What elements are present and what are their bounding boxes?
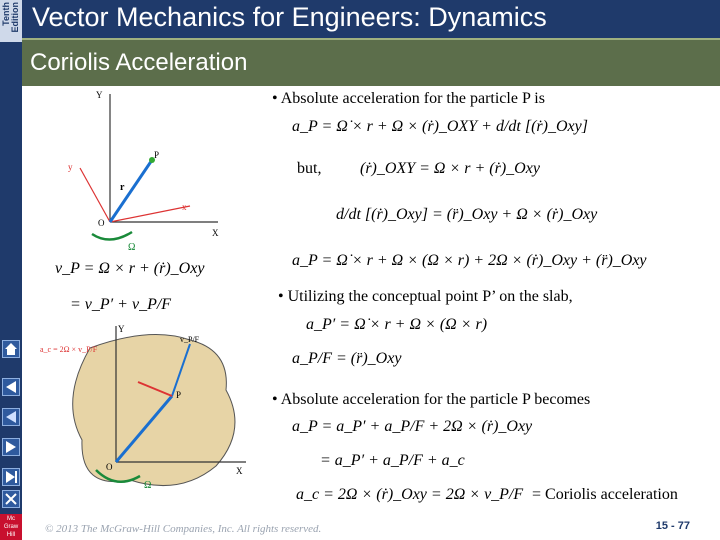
- equation-6: a_P/F = (r̈)_Oxy: [292, 350, 402, 367]
- equation-4: a_P = Ω̇ × r + Ω × (Ω × r) + 2Ω × (ṙ)_Oxy + (r̈)_Oxy: [292, 252, 647, 269]
- position-vector-r: [110, 160, 152, 222]
- fig1-point-label: P: [154, 150, 160, 160]
- exit-button[interactable]: [2, 490, 20, 508]
- next-slide-button[interactable]: [2, 438, 20, 456]
- bullet-3-text: Absolute acceleration for the particle P becomes: [280, 391, 591, 408]
- fig1-X-label: X: [212, 228, 219, 238]
- but-label: but,: [297, 160, 322, 177]
- first-slide-icon: [3, 379, 19, 395]
- publisher-logo: Mc Graw Hill: [0, 514, 22, 540]
- rotating-frame-figure: [40, 86, 270, 256]
- edition-line-1: Tenth: [1, 2, 11, 26]
- velocity-equation-2: = v_P′ + v_P/F: [70, 296, 172, 313]
- omega-arc: [92, 232, 132, 240]
- fig1-origin-label: O: [98, 218, 105, 228]
- previous-slide-button[interactable]: [2, 408, 20, 426]
- fig1-Y-label: Y: [96, 90, 103, 100]
- slide-subtitle: Coriolis Acceleration: [30, 49, 248, 76]
- equation-1: a_P = Ω̇ × r + Ω × (ṙ)_OXY + d/dt [(ṙ)_Oxy]: [292, 118, 588, 135]
- sidebar: [0, 0, 22, 540]
- equation-7: a_P = a_P′ + a_P/F + 2Ω × (ṙ)_Oxy: [292, 418, 533, 435]
- page-number: 15 - 77: [655, 520, 690, 532]
- fig1-r-label: r: [120, 182, 125, 193]
- home-icon: [3, 341, 19, 357]
- fig2-origin-label: O: [106, 462, 113, 472]
- fig1-x-label: x: [182, 202, 187, 212]
- bullet-absolute-acceleration-becomes: • Absolute acceleration for the particle P becomes: [272, 391, 591, 408]
- bullet-absolute-acceleration: • Absolute acceleration for the particle P is: [272, 90, 545, 107]
- fig2-v-label: v_P/F: [180, 335, 200, 344]
- axis-y-line: [80, 168, 110, 222]
- copyright-notice: © 2013 The McGraw-Hill Companies, Inc. All rights reserved.: [45, 523, 322, 535]
- exit-icon: [3, 491, 19, 507]
- bullet-1-text: Absolute acceleration for the particle P is: [280, 90, 545, 107]
- next-slide-icon: [3, 439, 19, 455]
- fig2-X-label: X: [236, 466, 243, 476]
- fig2-ac-label: a_c = 2Ω × v_P/F: [40, 345, 98, 354]
- coriolis-acceleration-label: = Coriolis acceleration: [532, 486, 678, 503]
- slab-shape: [73, 335, 235, 486]
- header-bar: [22, 0, 720, 38]
- home-button[interactable]: [2, 340, 20, 358]
- axis-x-line: [110, 206, 190, 222]
- bullet-2-text: Utilizing the conceptual point P’ on the slab,: [287, 288, 573, 305]
- edition-line-2: Edition: [10, 2, 20, 33]
- fig1-y-label: y: [68, 162, 73, 172]
- equation-9: a_c = 2Ω × (ṙ)_Oxy = 2Ω × v_P/F: [296, 486, 524, 503]
- previous-slide-icon: [3, 409, 19, 425]
- last-slide-icon: [3, 469, 19, 485]
- fig2-Y-label: Y: [118, 324, 125, 334]
- edition-label: [0, 0, 22, 42]
- last-slide-button[interactable]: [2, 468, 20, 486]
- first-slide-button[interactable]: [2, 378, 20, 396]
- fig1-omega-label: Ω: [128, 242, 136, 253]
- bullet-conceptual-point: • Utilizing the conceptual point P’ on the slab,: [278, 288, 573, 305]
- equation-5: a_P′ = Ω̇ × r + Ω × (Ω × r): [306, 316, 488, 333]
- page-title: Vector Mechanics for Engineers: Dynamics: [32, 2, 547, 32]
- equation-2: (ṙ)_OXY = Ω × r + (ṙ)_Oxy: [360, 160, 540, 177]
- equation-8: = a_P′ + a_P/F + a_c: [320, 452, 465, 469]
- fig2-omega-label: Ω: [144, 480, 152, 491]
- equation-3: d/dt [(ṙ)_Oxy] = (r̈)_Oxy + Ω × (ṙ)_Oxy: [336, 206, 598, 223]
- slab-figure: [40, 320, 265, 498]
- velocity-equation-1: v_P = Ω × r + (ṙ)_Oxy: [55, 260, 205, 277]
- fig2-point-label: P: [176, 390, 182, 400]
- subheader-bar: [22, 38, 720, 86]
